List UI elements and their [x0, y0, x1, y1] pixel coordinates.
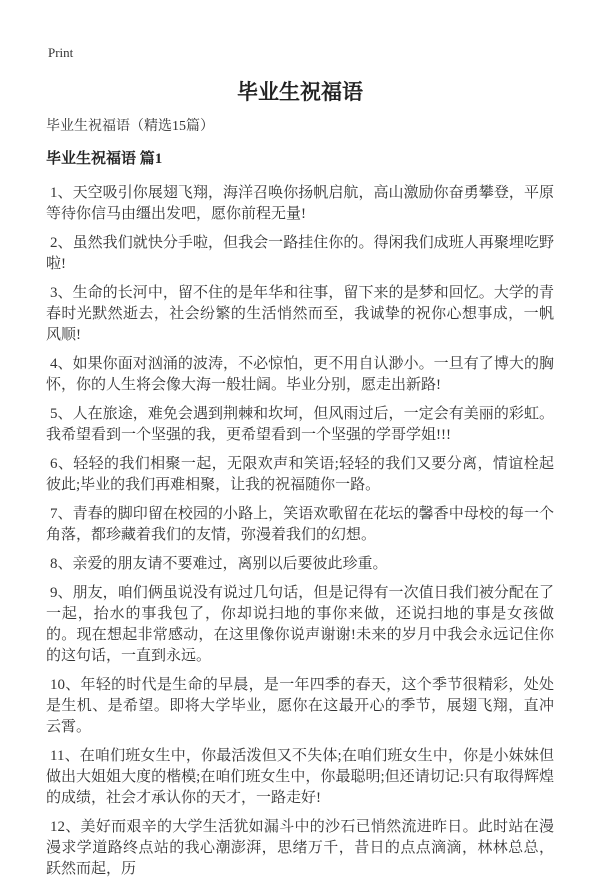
paragraph-list: [46, 183, 554, 880]
paragraph: 10、年轻的时代是生命的早晨，是一年四季的春天，这个季节很精彩，处处是生机、是希望。即将大学毕业，愿你在这最开心的季节，展翅飞翔，直冲云霄。: [46, 677, 554, 735]
section-heading: 毕业生祝福语 篇1: [46, 151, 163, 167]
print-link[interactable]: Print: [48, 45, 74, 60]
paragraph: 6、轻轻的我们相聚一起，无限欢声和笑语;轻轻的我们又要分离，情谊栓起彼此;毕业的我们再难相聚，让我的祝福随你一路。: [46, 456, 554, 493]
paragraph: 11、在咱们班女生中，你最活泼但又不失体;在咱们班女生中，你是小妹妹但做出大姐姐大度的楷模;在咱们班女生中，你最聪明;但还请切记:只有取得辉煌的成绩，社会才承认你的天才，一路走好!: [46, 748, 554, 806]
doc-subtitle: 毕业生祝福语（精选15篇）: [46, 119, 214, 134]
paragraph: 12、美好而艰辛的大学生活犹如漏斗中的沙石已悄然流进昨日。此时站在漫漫求学道路终点站的我心潮澎湃，思绪万千，昔日的点点滴滴，林林总总，跃然而起，历: [46, 819, 554, 877]
paragraph: 2、虽然我们就快分手啦，但我会一路挂住你的。得闲我们成班人再聚埋吃野啦!: [46, 235, 554, 272]
paragraph: 8、亲爱的朋友请不要难过，离别以后要彼此珍重。: [50, 556, 388, 572]
paragraph: 4、如果你面对汹涌的波涛，不必惊怕，更不用自认渺小。一旦有了博大的胸怀，你的人生将会像大海一般壮阔。毕业分别，愿走出新路!: [46, 356, 554, 393]
paragraph: 3、生命的长河中，留不住的是年华和往事，留下来的是梦和回忆。大学的青春时光默然逝去，社会纷繁的生活悄然而至，我诚挚的祝你心想事成，一帆风顺!: [46, 285, 554, 343]
paragraph: 1、天空吸引你展翅飞翔，海洋召唤你扬帆启航，高山激励你奋勇攀登，平原等待你信马由缰出发吧，愿你前程无量!: [46, 185, 554, 222]
paragraph: 5、人在旅途，难免会遇到荆棘和坎坷，但风雨过后，一定会有美丽的彩虹。我希望看到一个坚强的我，更希望看到一个坚强的学哥学姐!!!: [46, 406, 554, 443]
page-title: 毕业生祝福语: [237, 80, 363, 104]
paragraph: 9、朋友，咱们俩虽说没有说过几句话，但是记得有一次值日我们被分配在了一起，抬水的事我包了，你却说扫地的事你来做，还说扫地的事是女孩做的。现在想起非常感动，在这里像你说声谢谢!未来的岁月中我会永远记住你的这句话，一直到永远。: [46, 585, 554, 664]
paragraph: 7、青春的脚印留在校园的小路上，笑语欢歌留在花坛的馨香中母校的每一个角落，都珍藏着我们的友情，弥漫着我们的幻想。: [46, 506, 554, 543]
